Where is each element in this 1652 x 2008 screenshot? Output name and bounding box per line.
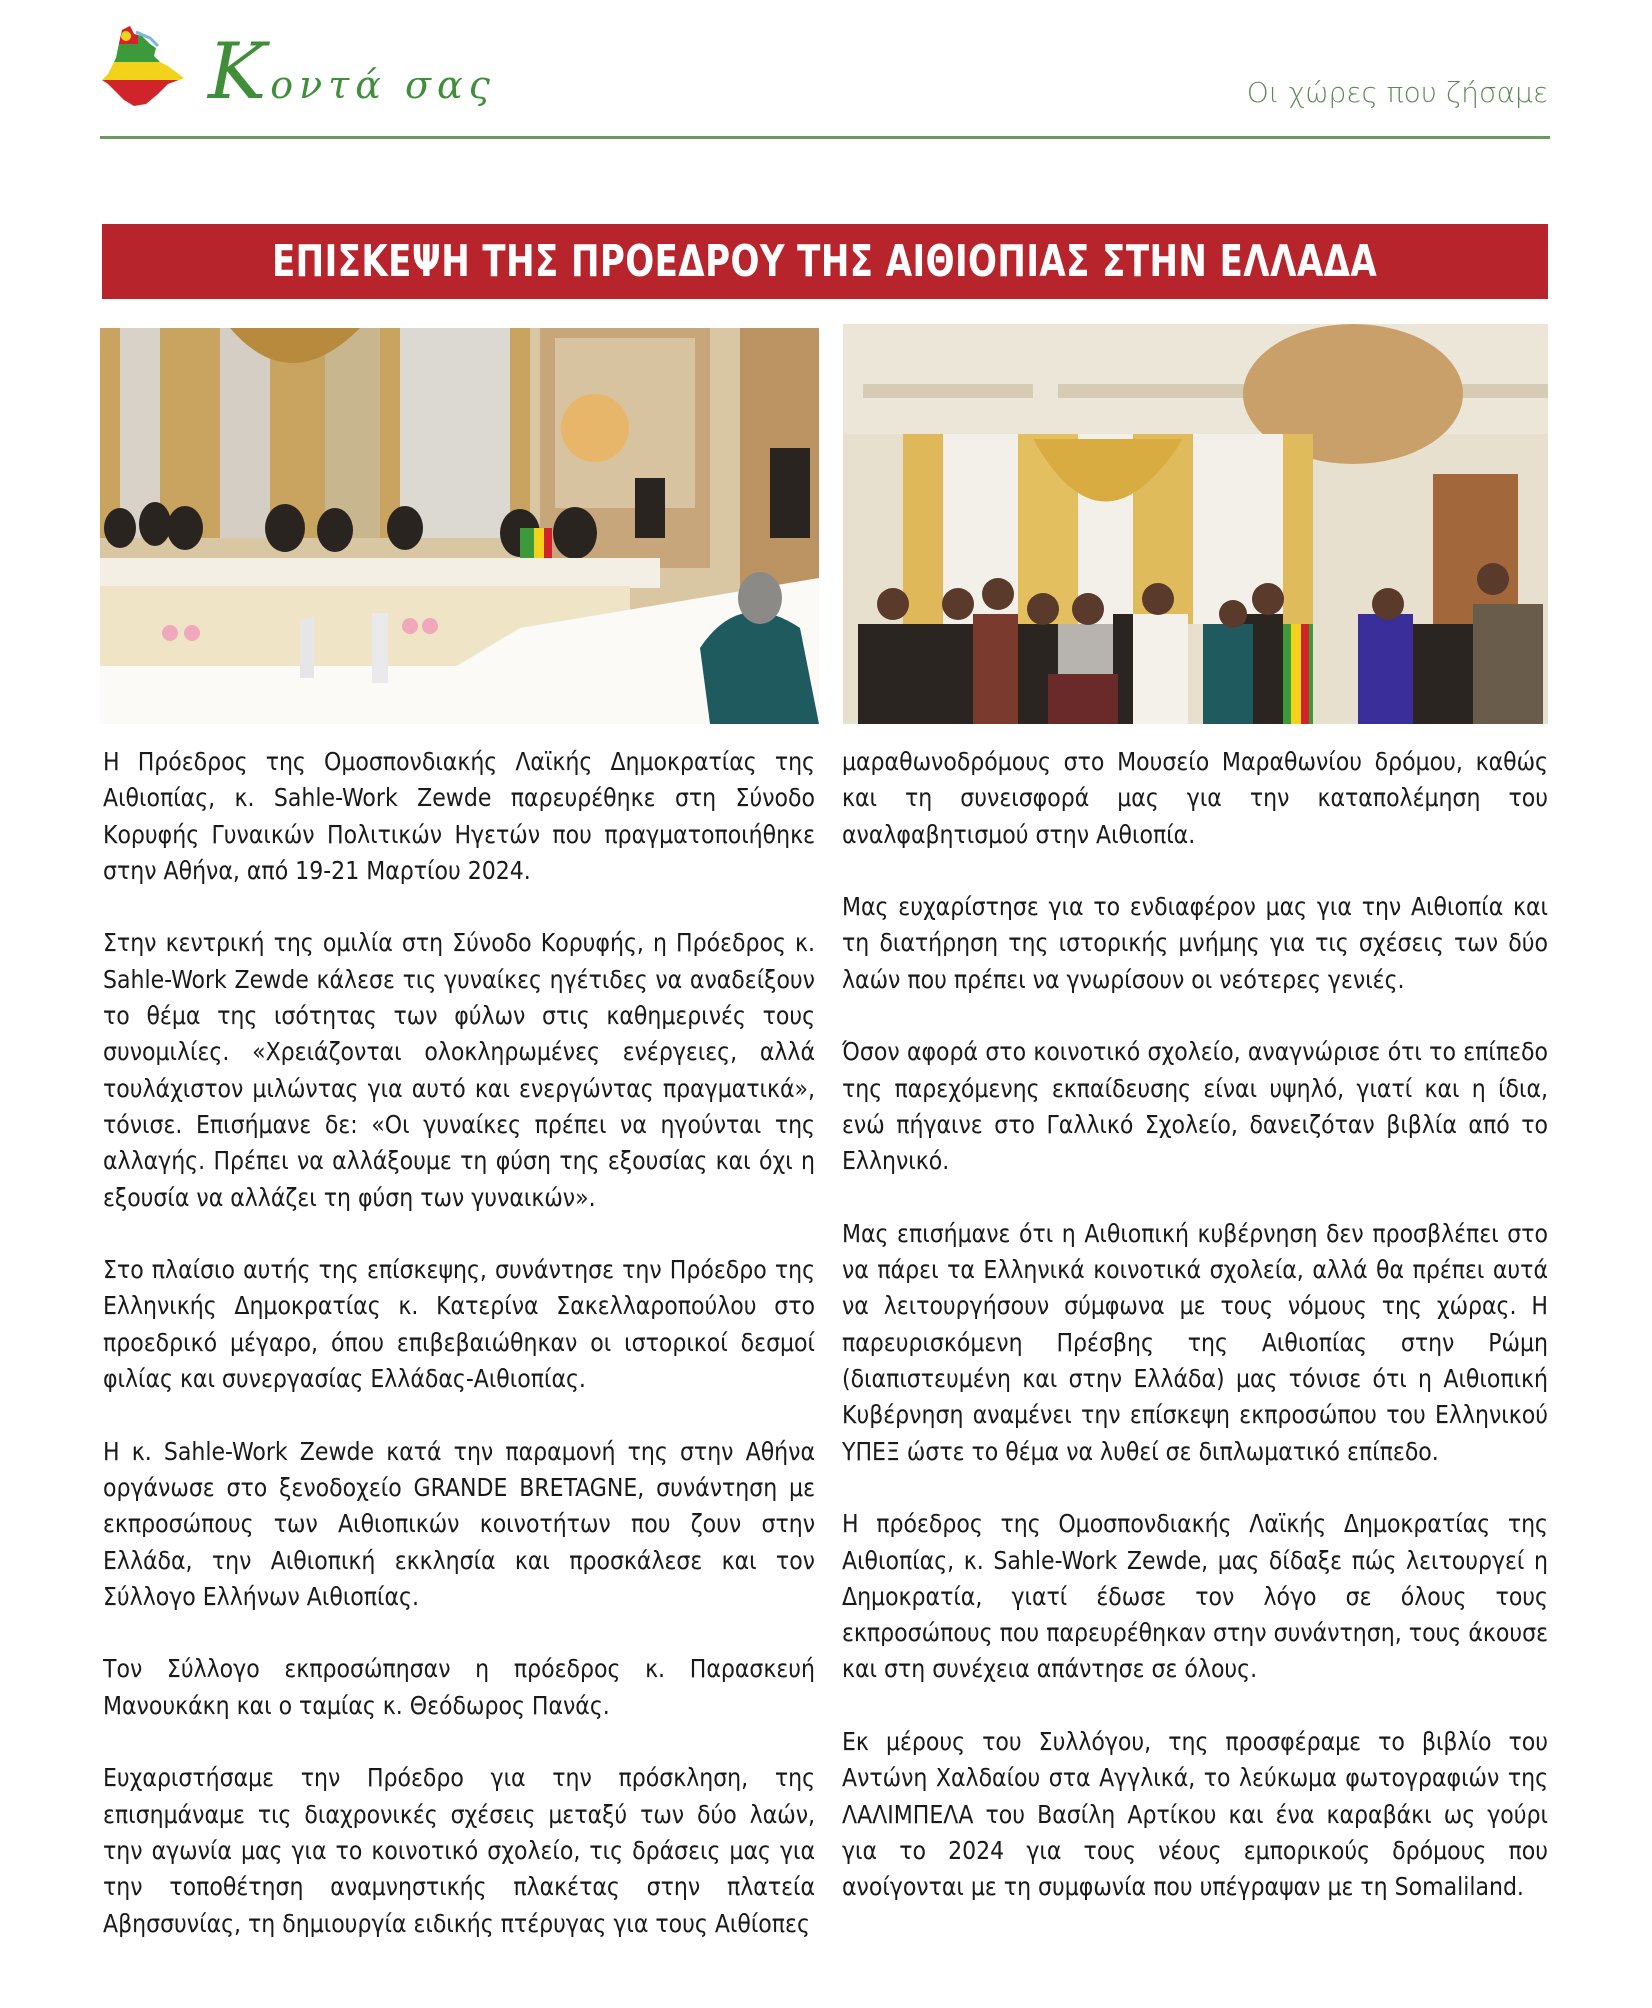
article-paragraph: Η κ. Sahle-Work Zewde κατά την παραμονή της στην Αθήνα οργάνωσε στο ξενοδοχείο GRANDE BRETAGNE, συνάντηση με εκπροσώπους των Αιθιοπικών κοινοτήτων που ζουν στην Ελλάδα, την Αιθιοπική εκκλησία και προσκάλεσε και τον Σύλλογο Ελλήνων Αιθιοπίας.: [103, 1436, 815, 1611]
article-paragraph: Μας ευχαρίστησε για το ενδιαφέρον μας για την Αιθιοπία και τη διατήρηση της ιστορικής μνήμης για τις σχέσεις των δύο λαών που πρέπει να γνωρίσουν οι νεότερες γενιές.: [842, 892, 1548, 994]
article-paragraph: Η Πρόεδρος της Ομοσπονδιακής Λαϊκής Δημοκρατίας της Αιθιοπίας, κ. Sahle-Work Zewde παρευρέθηκε στη Σύνοδο Κορυφής Γυναικών Πολιτικών Ηγετών που πραγματοποιήθηκε στην Αθήνα, από 19-21 Μαρτίου 2024.: [103, 747, 815, 885]
photo-group-meeting: [843, 324, 1548, 724]
article-paragraph: Μας επισήμανε ότι η Αιθιοπική κυβέρνηση δεν προσβλέπει στο να πάρει τα Ελληνικά κοινοτικά σχολεία, αλλά θα πρέπει αυτά να λειτουργήσουν σύμφωνα με τους νόμους της χώρας. Η παρευρισκόμενη Πρέσβης της Αιθιοπίας στην Ρώμη (διαπιστευμένη και στην Ελλάδα) μας τόνισε ότι η Αιθιοπική Κυβέρνηση αναμένει την επίσκεψη εκπροσώπου του Ελληνικού ΥΠΕΞ ώστε το θέμα να λυθεί σε διπλωματικό επίπεδο.: [842, 1218, 1548, 1466]
article-title-bar: [102, 224, 1548, 299]
header-divider: [100, 136, 1550, 139]
article-column-left: [103, 744, 815, 1942]
article-paragraph: Στο πλαίσιο αυτής της επίσκεψης, συνάντησε την Πρόεδρο της Ελληνικής Δημοκρατίας κ. Κατερίνα Σακελλαροπούλου στο προεδρικό μέγαρο, όπου επιβεβαιώθηκαν οι ιστορικοί δεσμοί φιλίας και συνεργασίας Ελλάδας-Αιθιοπίας.: [103, 1255, 815, 1394]
article-paragraph: Η πρόεδρος της Ομοσπονδιακής Λαϊκής Δημοκρατίας της Αιθιοπίας, κ. Sahle-Work Zewde, μας δίδαξε πώς λειτουργεί η Δημοκρατία, γιατί έδωσε τον λόγο σε όλους τους εκπροσώπους που παρευρέθηκαν στην συνάντηση, τους άκουσε και στη συνέχεια απάντησε σε όλους.: [842, 1509, 1548, 1684]
brand-initial: Κ: [208, 27, 267, 117]
brand-logo-text: [208, 27, 496, 120]
article-title: ΕΠΙΣΚΕΨΗ ΤΗΣ ΠΡΟΕΔΡΟΥ ΤΗΣ ΑΙΘΙΟΠΙΑΣ ΣΤΗΝ ΕΛΛΑΔΑ: [272, 236, 1378, 287]
article-paragraph: Ευχαριστήσαμε την Πρόεδρο για την πρόσκληση, της επισημάναμε τις διαχρονικές σχέσεις μεταξύ των δύο λαών, την αγωνία μας για το κοινοτικό σχολείο, τις δράσεις μας για την τοποθέτηση αναμνηστικής πλακέτας στην πλατεία Αβησσυνίας, τη δημιουργία ειδικής πτέρυγας για τους Αιθίοπες: [103, 1763, 815, 1938]
article-paragraph: μαραθωνοδρόμους στο Μουσείο Μαραθωνίου δρόμου, καθώς και τη συνεισφορά μας για την καταπολέμηση του αναλφαβητισμού στην Αιθιοπία.: [842, 747, 1548, 849]
article-paragraph: Τον Σύλλογο εκπροσώπησαν η πρόεδρος κ. Παρασκευή Μανουκάκη και ο ταμίας κ. Θεόδωρος Πανάς.: [103, 1654, 815, 1720]
article-paragraph: Εκ μέρους του Συλλόγου, της προσφέραμε το βιβλίο του Αντώνη Χαλδαίου στα Αγγλικά, το λεύκωμα φωτογραφιών της ΛΑΛΙΜΠΕΛΑ του Βασίλη Αρτίκου και ένα καραβάκι ως γούρι για το 2024 για τους νέους εμπορικούς δρόμους που ανοίγονται με τη συμφωνία που υπέγραψαν με τη Somaliland.: [842, 1727, 1548, 1902]
article-paragraph: Στην κεντρική της ομιλία στη Σύνοδο Κορυφής, η Πρόεδρος κ. Sahle-Work Zewde κάλεσε τις γυναίκες ηγέτιδες να αναδείξουν το θέμα της ισότητας των φύλων στις καθημερινές τους συνομιλίες. «Χρειάζονται ολοκληρωμένες ενέργειες, αλλά τουλάχιστον μιλώντας για αυτό και ενεργώντας πραγματικά», τόνισε. Επισήμανε δε: «Οι γυναίκες πρέπει να ηγούνται της αλλαγής. Πρέπει να αλλάξουμε τη φύση της εξουσίας και όχι η εξουσία να αλλάζει τη φύση των γυναικών».: [103, 928, 815, 1212]
brand-rest: οντά σας: [270, 63, 496, 107]
article-paragraph: Όσον αφορά στο κοινοτικό σχολείο, αναγνώρισε ότι το επίπεδο της παρεχόμενης εκπαίδευσης είναι υψηλό, γιατί και η ίδια, ενώ πήγαινε στο Γαλλικό Σχολείο, δανειζόταν βιβλία από το Ελληνικό.: [842, 1037, 1548, 1176]
ethiopia-map-flag-icon: [98, 22, 190, 114]
photo-summit-meeting: [100, 328, 819, 724]
article-column-right: [842, 744, 1548, 1906]
section-label: Οι χώρες που ζήσαμε: [1246, 76, 1548, 109]
